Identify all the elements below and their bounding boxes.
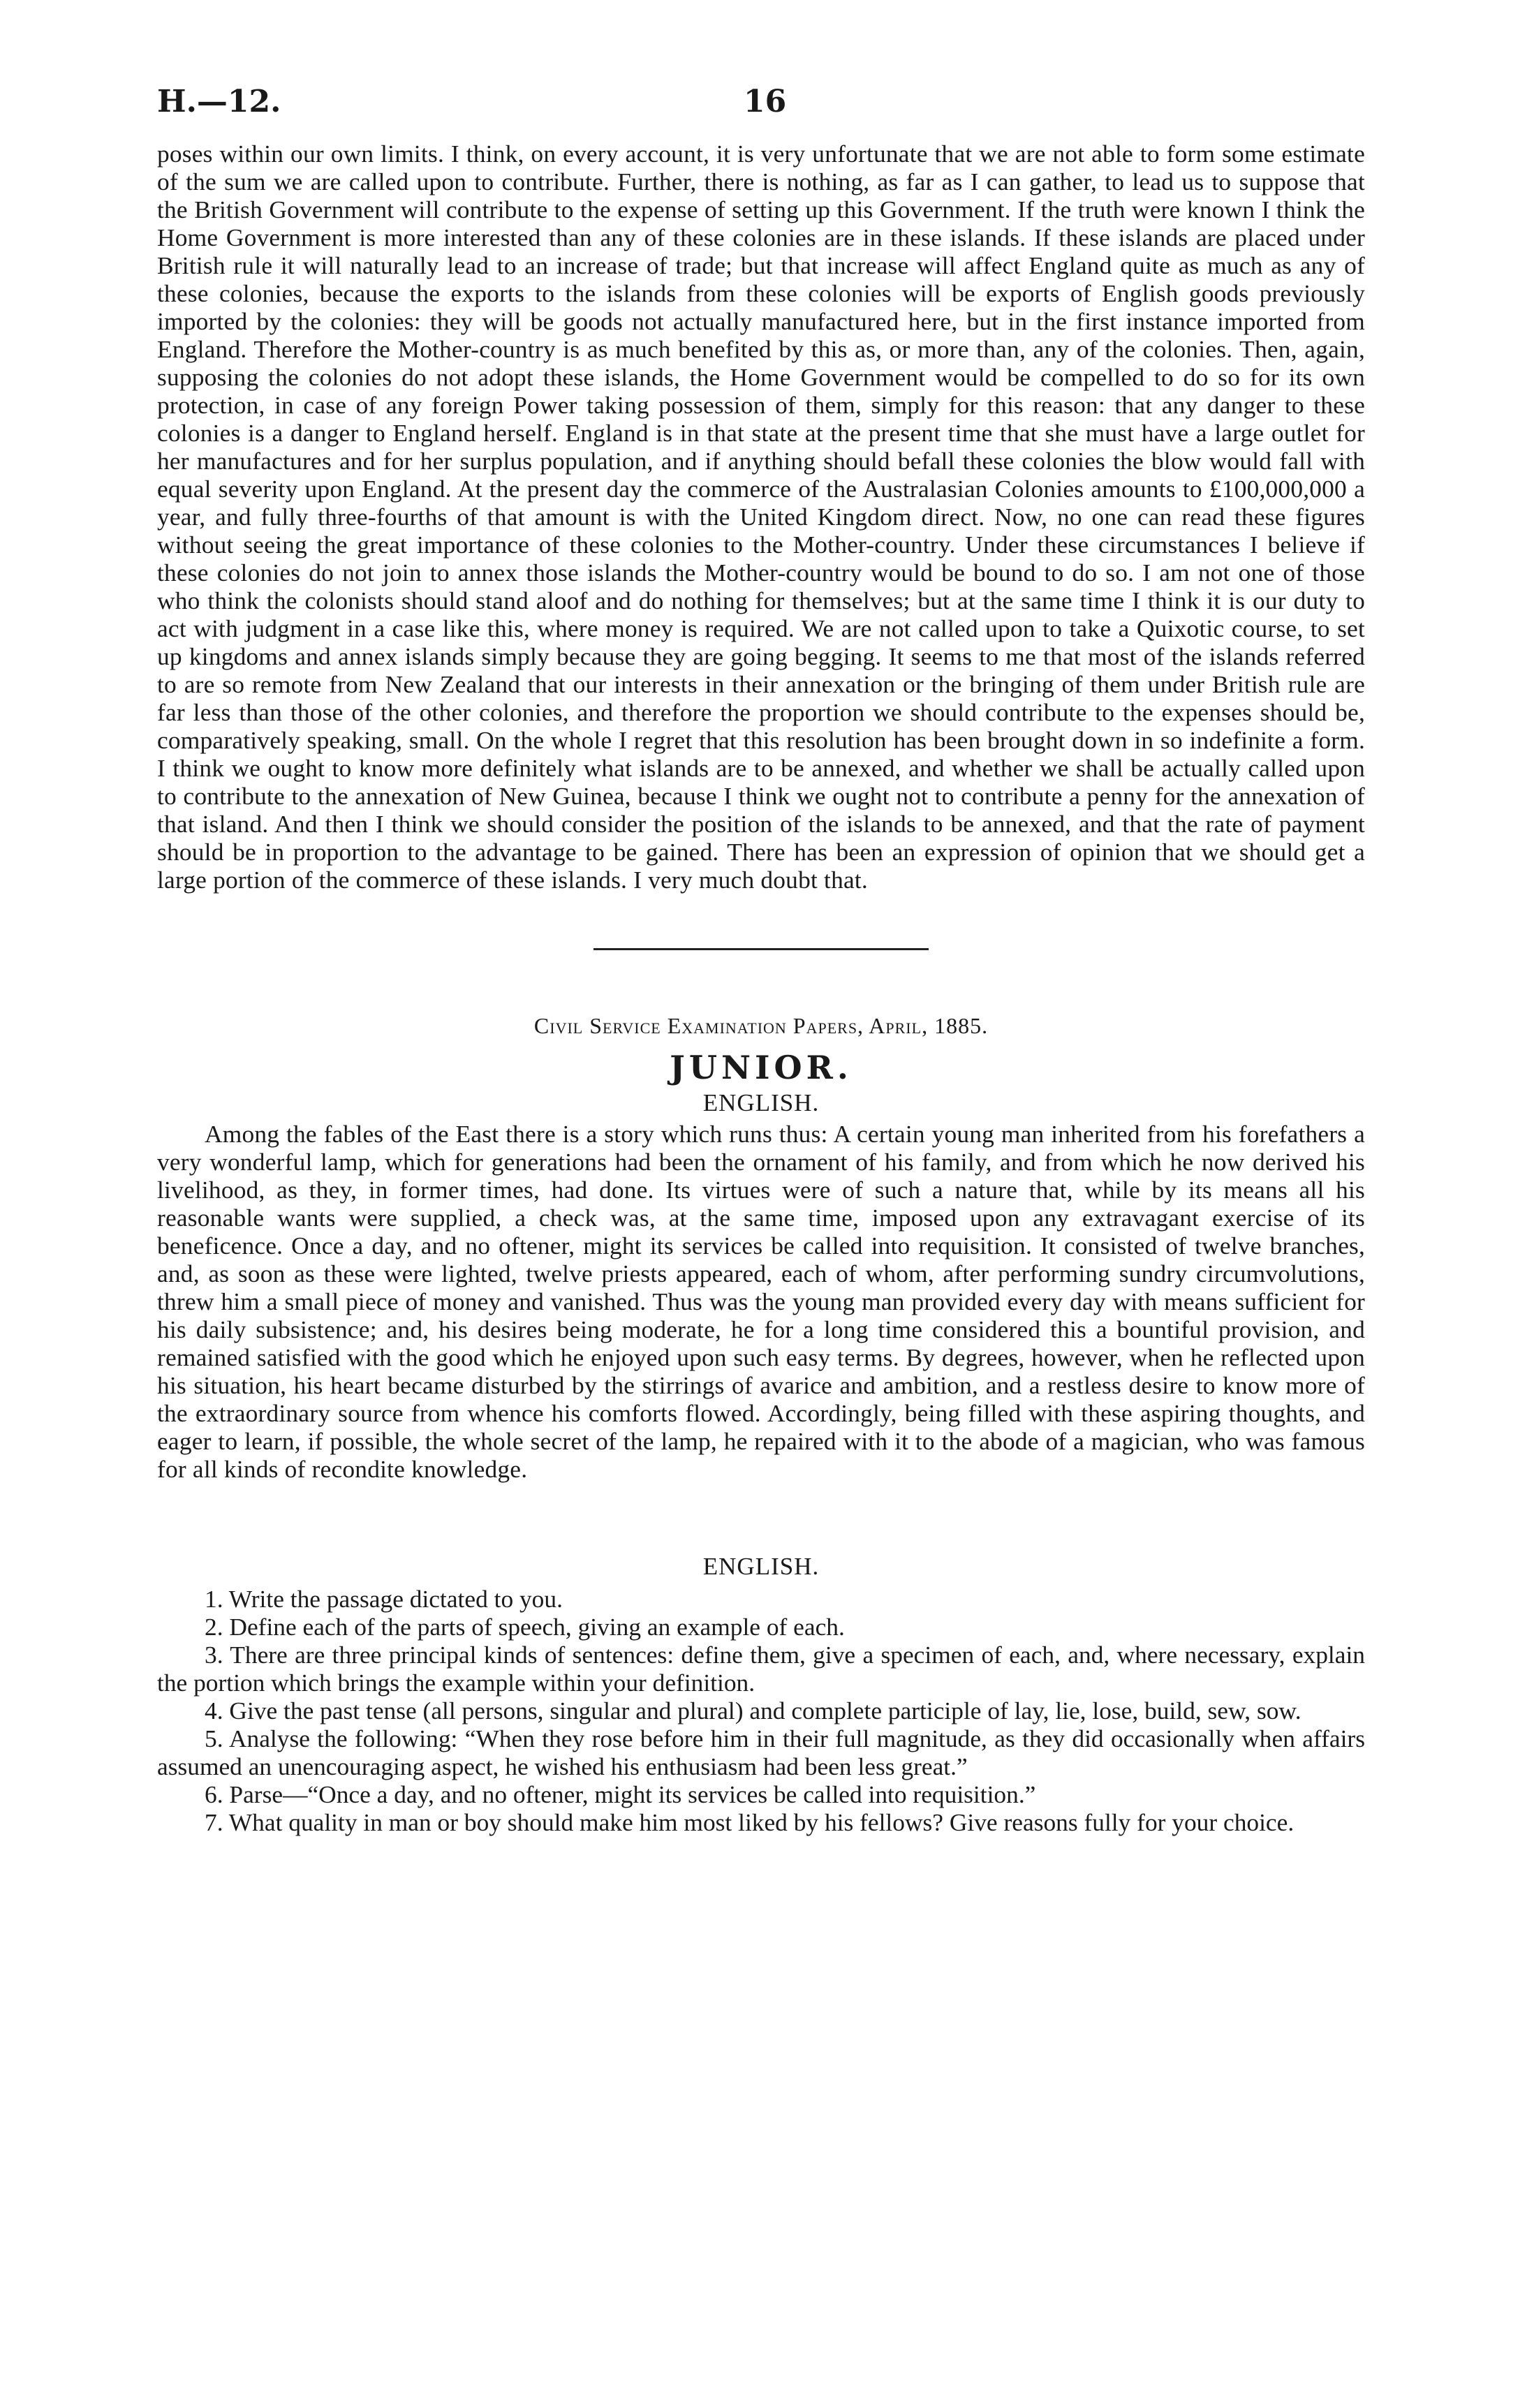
exam-title: Civil Service Examination Papers, April, 1885.	[533, 1013, 989, 1038]
question-item	[157, 1697, 1365, 1724]
question-item	[157, 1613, 1365, 1641]
questions-list	[157, 1585, 1365, 1836]
question-number: 3.	[205, 1641, 223, 1669]
question-number: 5.	[205, 1724, 223, 1752]
dictation-passage: Among the fables of the East there is a story which runs thus: A certain young man inherited from his forefathers a very wonderful lamp, which for generations had been the ornament of his family, and from which he now derived his livelihood, as they, in former times, had done. Its virtues were of such a nature that, while by its means all his reasonable wants were supplied, a check was, at the same time, imposed upon any extravagant exercise of its beneficence. Once a day, and no oftener, might its services be called into requisition. It consisted of twelve branches, and, as soon as these were lighted, twelve priests appeared, each of whom, after performing sundry circumvolutions, threw him a small piece of money and vanished. Thus was the young man provided every day with means sufficient for his daily subsistence; and, his desires being moderate, he for a long time considered this a bountiful provision, and remained satisfied with the good which he enjoyed upon such easy terms. By degrees, however, when he reflected upon his situation, his heart became disturbed by the stirrings of avarice and ambition, and a restless desire to know more of the extraordinary source from whence his comforts flowed. Accordingly, being filled with these aspiring thoughts, and eager to learn, if possible, the whole secret of the lamp, he repaired with it to the abode of a magician, who was famous for all kinds of recondite knowledge.	[157, 1120, 1365, 1483]
intro-paragraph: poses within our own limits. I think, on every account, it is very unfortunate that we are not able to form some estimate of the sum we are called upon to contribute. Further, there is nothing, as far as I can gather, to lead us to suppose that the British Government will contribute to the expense of setting up this Government. If the truth were known I think the Home Government is more interested than any of these colonies are in these islands. If these islands are placed under British rule it will naturally lead to an increase of trade; but that increase will affect England quite as much as any of these colonies, because the exports to the islands from these colonies will be exports of English goods previously imported by the colonies: they will be goods not actually manufactured here, but in the first instance imported from England. Therefore the Mother-country is as much benefited by this as, or more than, any of the colonies. Then, again, supposing the colonies do not adopt these islands, the Home Government would be compelled to do so for its own protection, in case of any foreign Power taking possession of them, simply for this reason: that any danger to these colonies is a danger to England herself. England is in that state at the present time that she must have a large outlet for her manufactures and for her surplus population, and if anything should befall these colonies the blow would fall with equal severity upon England. At the present day the commerce of the Australasian Colonies amounts to £100,000,000 a year, and fully three-fourths of that amount is with the United Kingdom direct. Now, no one can read these figures without seeing the great importance of these colonies to the Mother-country. Under these circumstances I believe if these colonies do not join to annex those islands the Mother-country would be bound to do so. I am not one of those who think the colonists should stand aloof and do nothing for themselves; but at the same time I think it is our duty to act with judgment in a case like this, where money is required. We are not called upon to take a Quixotic course, to set up kingdoms and annex islands simply because they are going begging. It seems to me that most of the islands referred to are so remote from New Zealand that our interests in their annexation or the bringing of them under British rule are far less than those of the other colonies, and therefore the proportion we should contribute to the expenses should be, comparatively speaking, small. On the whole I regret that this resolution has been brought down in so indefinite a form. I think we ought to know more definitely what islands are to be annexed, and whether we shall be actually called upon to contribute to the annexation of New Guinea, because I think we ought not to contribute a penny for the annexation of that island. And then I think we should consider the position of the islands to be annexed, and that the rate of payment should be in proportion to the advantage to be gained. There has been an expression of opinion that we should get a large portion of the commerce of these islands. I very much doubt that.	[157, 140, 1365, 894]
question-text: What quality in man or boy should make him most liked by his fellows? Give reasons fully for your choice.	[228, 1808, 1295, 1836]
question-number: 6.	[205, 1780, 223, 1808]
question-item	[157, 1724, 1365, 1780]
question-item	[157, 1808, 1365, 1836]
document-id: H.—12.	[157, 84, 281, 119]
questions-heading: ENGLISH.	[702, 1553, 820, 1580]
page-header	[157, 84, 1365, 140]
question-text: Write the passage dictated to you.	[228, 1585, 563, 1613]
question-number: 4.	[205, 1697, 223, 1724]
page-number: 16	[744, 84, 787, 119]
question-text: Define each of the parts of speech, giving an example of each.	[229, 1613, 845, 1641]
question-number: 1.	[205, 1585, 223, 1613]
question-item	[157, 1641, 1365, 1697]
level-title: JUNIOR.	[670, 1049, 853, 1086]
question-text: There are three principal kinds of sentences: define them, give a specimen of each, and, where necessary, explain the portion which brings the example within your definition.	[157, 1641, 1365, 1697]
question-item	[157, 1585, 1365, 1613]
question-text: Analyse the following: “When they rose before him in their full magnitude, as they did occasionally when affairs assumed an unencouraging aspect, he wished his enthusiasm had been less great.”	[157, 1724, 1365, 1780]
question-number: 7.	[205, 1808, 223, 1836]
question-text: Parse—“Once a day, and no oftener, might its services be called into requisition.”	[229, 1780, 1036, 1808]
question-text: Give the past tense (all persons, singular and plural) and complete participle of lay, lie, lose, build, sew, sow.	[229, 1697, 1301, 1724]
question-item	[157, 1780, 1365, 1808]
dictation-heading: ENGLISH.	[702, 1089, 820, 1116]
section-divider	[593, 948, 929, 950]
document-page	[157, 84, 1365, 1836]
question-number: 2.	[205, 1613, 223, 1641]
